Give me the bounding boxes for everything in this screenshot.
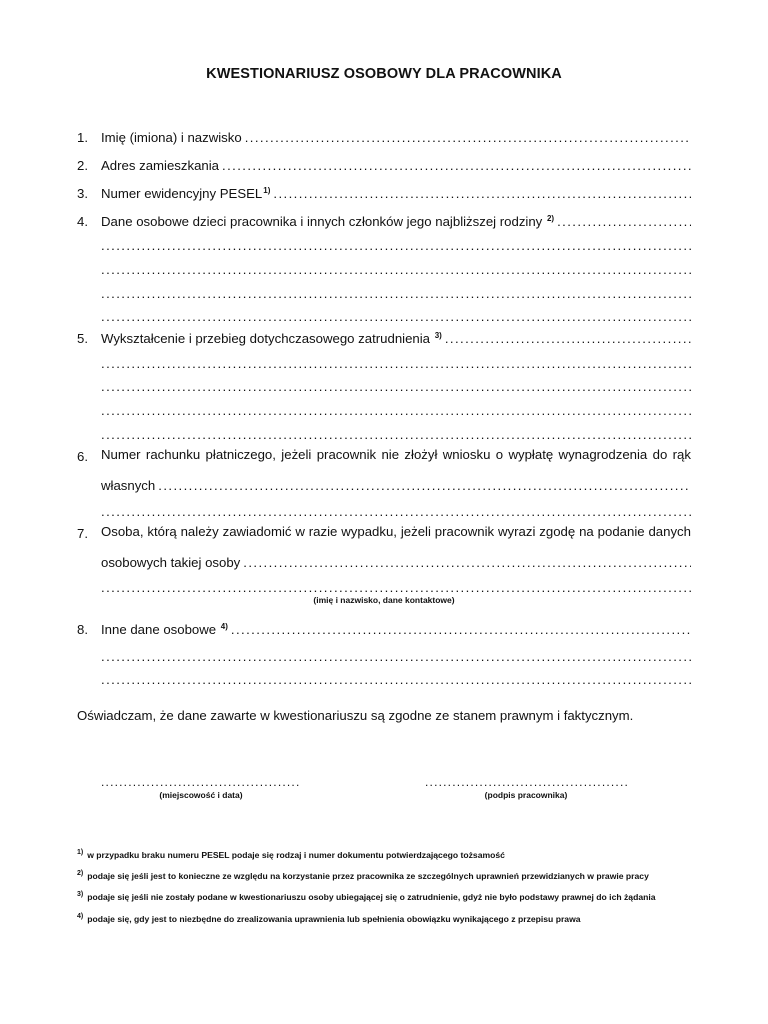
footnote-ref: 2) xyxy=(546,213,555,223)
item-number: 3. xyxy=(77,186,88,201)
field-label-pesel: Numer ewidencyjny PESEL$^{1)}$ xyxy=(101,185,271,201)
footnote-3: $^{3)}$ podaje się jeśli nie zostały podane w kwestionariuszu osoby ubiegającej się o zatrudnienie, gdyż nie było podstawy prawnej do ich żądania xyxy=(77,891,656,902)
field-row-other-data xyxy=(77,617,691,637)
field-label-name: Imię (imiona) i nazwisko xyxy=(101,130,242,145)
field-row-family xyxy=(77,209,691,229)
footnote-2: $^{2)}$ podaje się jeśli jest to konieczne ze względu na korzystanie przez pracownika ze szczególnych uprawnień przewidzianych w prawie pracy xyxy=(77,870,649,881)
field-label-other-data: Inne dane osobowe $^{4)}$ xyxy=(101,621,228,637)
fill-line-education[interactable] xyxy=(445,331,691,346)
employee-signature-line[interactable] xyxy=(425,775,627,789)
field-row-name xyxy=(77,125,691,145)
fill-line-other-data[interactable] xyxy=(231,622,691,637)
fill-line-education-3[interactable] xyxy=(101,374,691,394)
fill-line-family[interactable] xyxy=(557,214,691,229)
fill-line-education-5[interactable] xyxy=(101,422,691,442)
item-number: 8. xyxy=(77,622,88,637)
fill-line-emergency-contact[interactable] xyxy=(243,555,691,570)
fill-line-bank-account[interactable] xyxy=(158,478,691,493)
field-row-emergency-contact xyxy=(101,550,691,570)
field-row-bank-account xyxy=(101,473,691,493)
employee-signature-caption: (podpis pracownika) xyxy=(484,790,568,800)
item-number-6: 6. xyxy=(77,449,88,464)
fill-line-emergency-contact-2[interactable] xyxy=(101,575,691,595)
footnote-4: $^{4)}$ podaje się, gdy jest to niezbędne do zrealizowania uprawnienia lub spełnienia obowiązku wynikającego z przepisu prawa xyxy=(77,913,581,924)
form-title: KWESTIONARIUSZ OSOBOWY DLA PRACOWNIKA xyxy=(206,66,562,82)
field-label-bank-account-cont: własnych xyxy=(101,478,156,493)
item-number: 5. xyxy=(77,331,88,346)
field-row-pesel xyxy=(77,181,691,201)
footnote-1: $^{1)}$ w przypadku braku numeru PESEL podaje się rodzaj i numer dokumentu potwierdzającego tożsamość xyxy=(77,849,505,860)
field-row-education xyxy=(77,326,691,346)
item-number: 4. xyxy=(77,214,88,229)
declaration-text: Oświadczam, że dane zawarte w kwestionariuszu są zgodne ze stanem prawnym i faktycznym. xyxy=(77,708,634,723)
fill-line-bank-account-2[interactable] xyxy=(101,499,691,519)
fill-line-other-data-3[interactable] xyxy=(101,667,691,687)
field-label-family: Dane osobowe dzieci pracownika i innych członków jego najbliższej rodziny $^{2)}$ xyxy=(101,213,555,229)
item-number: 2. xyxy=(77,158,88,173)
field-row-address xyxy=(77,153,691,173)
item-number: 1. xyxy=(77,130,88,145)
footnote-ref: 1) xyxy=(263,185,271,195)
footnote-ref: 3) xyxy=(434,330,442,340)
fill-line-family-2[interactable] xyxy=(101,233,691,253)
fill-line-name[interactable] xyxy=(245,130,691,145)
place-date-line[interactable] xyxy=(101,775,301,789)
field-label-emergency-contact: Osoba, którą należy zawiadomić w razie wypadku, jeżeli pracownik wyrazi zgodę na podanie danych xyxy=(101,524,691,539)
place-date-caption: (miejscowość i data) xyxy=(159,790,243,800)
fill-line-family-3[interactable] xyxy=(101,257,691,277)
fill-line-family-5[interactable] xyxy=(101,304,691,324)
item-number-7: 7. xyxy=(77,526,88,541)
field-label-bank-account: Numer rachunku płatniczego, jeżeli pracownik nie złożył wniosku o wypłatę wynagrodzenia do rąk xyxy=(101,447,691,462)
emergency-contact-caption: (imię i nazwisko, dane kontaktowe) xyxy=(313,595,455,605)
fill-line-family-4[interactable] xyxy=(101,281,691,301)
footnote-ref: 4) xyxy=(220,621,228,631)
fill-line-pesel[interactable] xyxy=(273,186,691,201)
fill-line-address[interactable] xyxy=(222,158,691,173)
field-label-education: Wykształcenie i przebieg dotychczasowego zatrudnienia $^{3)}$ xyxy=(101,330,442,346)
fill-line-education-2[interactable] xyxy=(101,351,691,371)
fill-line-other-data-2[interactable] xyxy=(101,644,691,664)
field-label-address: Adres zamieszkania xyxy=(101,158,220,173)
fill-line-education-4[interactable] xyxy=(101,398,691,418)
field-label-emergency-contact-cont: osobowych takiej osoby xyxy=(101,555,241,570)
